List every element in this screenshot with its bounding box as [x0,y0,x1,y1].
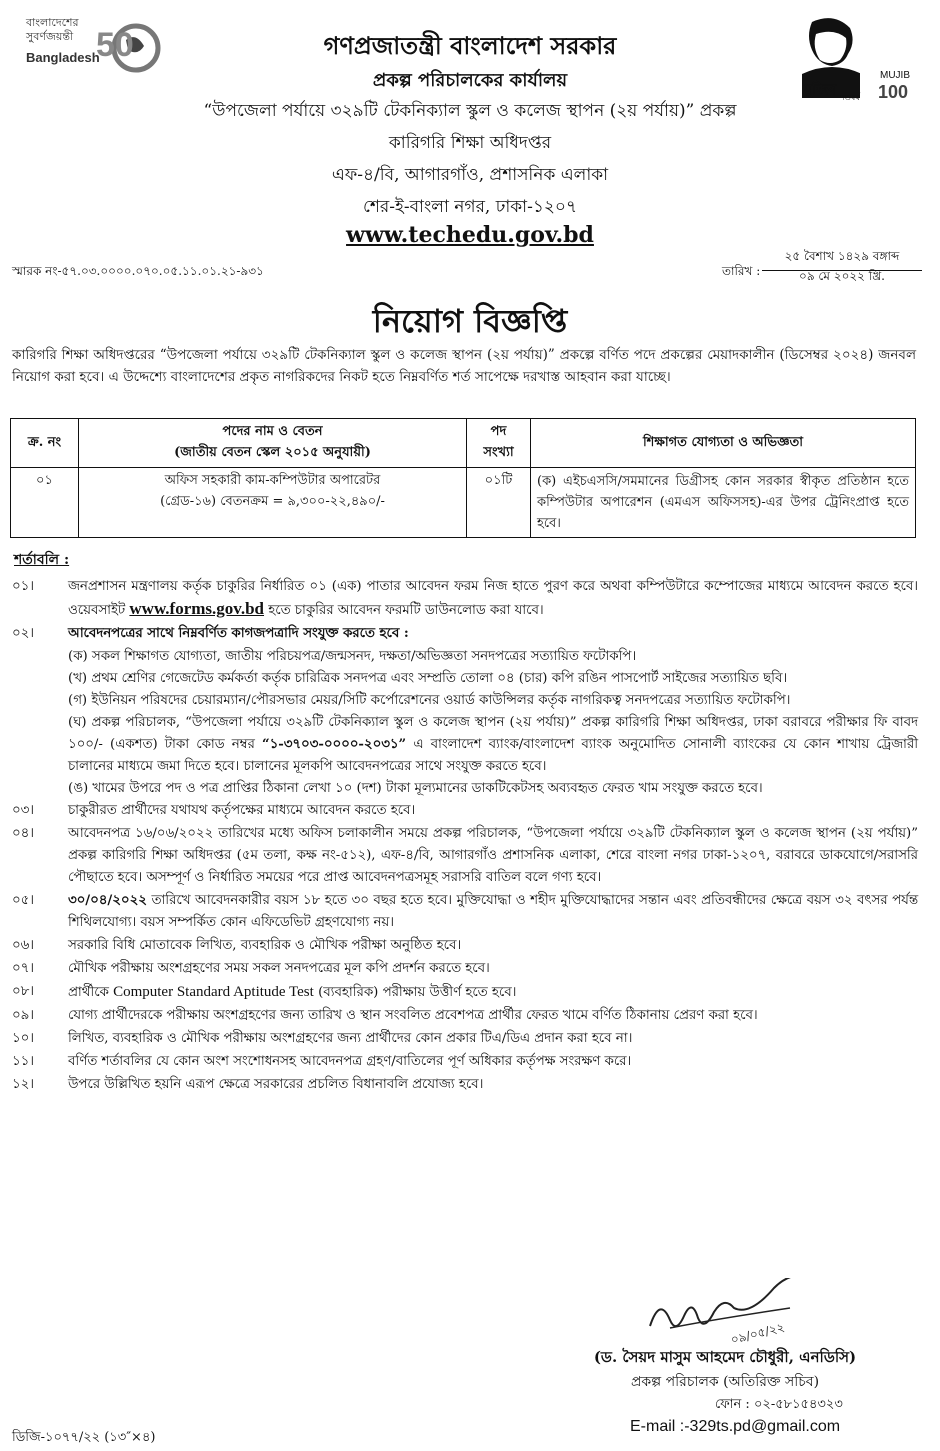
condition-item [12,935,918,957]
age-cutoff-date: ৩০/০৪/২০২২ [68,893,147,908]
address-line1: এফ-৪/বি, আগারগাঁও, প্রশাসনিক এলাকা [331,165,609,185]
signature-date: ০৯/০৫/২২ [729,1320,786,1347]
conditions-list [12,576,918,1097]
condition-text: যোগ্য প্রার্থীদেরকে পরীক্ষায় অংশগ্রহণের জন্য তারিখ ও স্থান সংবলিত প্রবেশপত্র প্রার্থীর ফেরত খামে বর্ণিত ঠিকানায় প্রেরণ করা হবে। [68,1008,758,1023]
condition-subitem-text: এ বাংলাদেশ ব্যাংক/বাংলাদেশ ব্যাংক অনুমোদিত সোনালী ব্যাংকের যে কোন শাখায় ট্রেজারী চালানের মাধ্যমে জমা দিতে হবে। চালানের মূলকপি আবেদনপত্রের সাথে সংযুক্ত করতে হবে। [68,737,919,774]
website-link[interactable]: www.techedu.gov.bd [346,222,594,248]
row-qualification: (ক) এইচএসসি/সমমানের ডিগ্রীসহ কোন সরকার স্বীকৃত প্রতিষ্ঠান হতে কম্পিউটার অপারেশন (এমএস অফিসসহ)-এর উপর ট্রেনিংপ্রাপ্ত হতে হবে। [531,468,916,538]
condition-subitem: (গ) ইউনিয়ন পরিষদের চেয়ারম্যান/পৌরসভার মেয়র/সিটি কর্পোরেশনের ওয়ার্ড কাউন্সিলর কর্তৃক নাগরিকত্ব সনদপত্রের সত্যায়িত ফটোকপি। [68,693,791,708]
notice-title: নিয়োগ বিজ্ঞপ্তি [372,302,568,340]
condition-text: জনপ্রশাসন মন্ত্রণালয় কর্তৃক চাকুরির নির্ধারিত ০১ (এক) পাতার আবেদন ফরম নিজ হাতে পুরণ করে অথবা কম্পিউটারে কম্পোজের মাধ্যমে আবেদন করতে হবে। ওয়েবসাইট [68,579,918,618]
row-serial: ০১ [11,468,79,538]
government-title: গণপ্রজাতন্ত্রী বাংলাদেশ সরকার [323,31,617,60]
mujib-logo-text: মুজিব [804,82,837,98]
condition-item [12,623,918,645]
condition-text: সরকারি বিধি মোতাবেক লিখিত, ব্যবহারিক ও মৌখিক পরীক্ষা অনুষ্ঠিত হবে। [68,938,462,953]
logo-text-line1: বাংলাদেশের [26,16,79,29]
project-title: “উপজেলা পর্যায়ে ৩২৯টি টেকনিক্যাল স্কুল ও কলেজ স্থাপন (২য় পর্যায়)” প্রকল্প [203,101,737,121]
condition-number: ০৪। [12,826,35,841]
condition-number: ০৭। [12,961,35,976]
row-post-line2: (গ্রেড-১৬) বেতনক্রম = ৯,৩০০-২২,৪৯০/- [160,494,385,509]
condition-text: হতে চাকুরির আবেদন ফরমটি ডাউনলোড করা যাবে। [268,603,544,618]
condition-item [12,1028,918,1050]
condition-number: ০৬। [12,938,35,953]
header-post-line1: পদের নাম ও বেতন [222,424,323,439]
signatory-name: (ড. সৈয়দ মাসুম আহমেদ চৌধুরী, এনডিসি) [593,1348,857,1366]
table-header-row [11,419,916,468]
intro-paragraph: কারিগরি শিক্ষা অধিদপ্তরের “উপজেলা পর্যায়ে ৩২৯টি টেকনিক্যাল স্কুল ও কলেজ স্থাপন (২য় পর্যায়)” প্রকল্পে বর্ণিত পদে প্রকল্পের মেয়াদকালীন (ডিসেম্বর ২০২৪) জনবল নিয়োগ করা হবে। এ উদ্দেশ্যে বাংলাদেশের প্রকৃত নাগরিকদের নিকট হতে নিম্নবর্ণিত শর্ত সাপেক্ষে দরখাস্ত আহবান করা যাচ্ছে। [12,347,916,385]
directorate-name: কারিগরি শিক্ষা অধিদপ্তর [388,133,552,153]
signatory-phone: ফোন : ০২-৫৮১৫৪৩২৩ [715,1397,843,1412]
signatory-designation: প্রকল্প পরিচালক (অতিরিক্ত সচিব) [630,1374,820,1390]
header-count-line2: সংখ্যা [483,445,514,460]
post-table [10,418,916,538]
condition-subitem-text: (ঘ) প্রকল্প পরিচালক, “উপজেলা পর্যায়ে ৩২৯টি টেকনিক্যাল স্কুল ও কলেজ স্থাপন (২য় পর্যায়)” প্রকল্প কারিগরি শিক্ষা অধিদপ্তর, ঢাকা বরাবরে পরীক্ষার ফি বাবদ ১০০/- (একশত) টাকা কোড নম্বর [68,715,918,752]
condition-number: ১০। [12,1031,35,1046]
header-post [79,419,467,468]
condition-text: উপরে উল্লিখিত হয়নি এরূপ ক্ষেত্রে সরকারের প্রচলিত বিধানাবলি প্রযোজ্য হবে। [68,1077,484,1092]
condition-text: মৌখিক পরীক্ষায় অংশগ্রহণের সময় সকল সনদপত্রের মূল কপি প্রদর্শন করতে হবে। [68,961,490,976]
date-bangla: ২৫ বৈশাখ ১৪২৯ বঙ্গাব্দ [762,248,922,271]
date-english: ০৯ মে ২০২২ খ্রি. [799,269,885,283]
treasury-code: “১-৩৭০৩-০০০০-২০৩১” [261,737,407,752]
header-qualification: শিক্ষাগত যোগ্যতা ও অভিজ্ঞতা [531,419,916,468]
condition-text: আবেদনপত্র ১৬/০৬/২০২২ তারিখের মধ্যে অফিস চলাকালীন সময়ে প্রকল্প পরিচালক, “উপজেলা পর্যায়ে ৩২৯টি টেকনিক্যাল স্কুল ও কলেজ স্থাপন (২য় পর্যায়)” প্রকল্প কারিগরি শিক্ষা অধিদপ্তর (৫ম তলা, কক্ষ নং-৫১২), এফ-৪/বি, আগারগাঁও প্রশাসনিক এলাকা, শেরে বাংলা নগর ঢাকা-১২০৭, বরাবরে ডাকযোগে/সরাসরি পৌছাতে হবে। অসম্পূর্ণ ও নির্ধারিত সময়ের পরে প্রাপ্ত আবেদনপত্রসমূহ সরাসরি বাতিল বলে গণ্য হবে। [68,826,918,885]
condition-text: প্রার্থীকে [68,985,109,1000]
condition-item [12,800,918,822]
row-post-line1: অফিস সহকারী কাম-কম্পিউটার অপারেটর [164,473,381,488]
condition-item [12,1051,918,1073]
mujib-logo-sub: শতবর্ষ [840,93,860,102]
forms-link[interactable]: www.forms.gov.bd [129,599,265,618]
condition-item [12,981,918,1004]
condition-item [12,958,918,980]
header-count [467,419,531,468]
logo-text-line2: সুবর্ণজয়ন্তী [26,30,74,43]
condition-item [12,1074,918,1096]
dfp-code: ডিজি-১০৭৭/২২ (১৩″×৪) [12,1430,156,1445]
condition-text: লিখিত, ব্যবহারিক ও মৌখিক পরীক্ষায় অংশগ্রহণের জন্য প্রার্থীদের কোন প্রকার টিএ/ডিএ প্রদান করা হবে না। [68,1031,633,1046]
condition-subitem: (ক) সকল শিক্ষাগত যোগ্যতা, জাতীয় পরিচয়পত্র/জন্মসনদ, দক্ষতা/অভিজ্ঞতা সনদপত্রের সত্যায়িত ফটোকপি। [68,649,637,664]
table-row [11,468,916,538]
condition-text: তারিখে আবেদনকারীর বয়স ১৮ হতে ৩০ বছর হতে হবে। মুক্তিযোদ্ধা ও শহীদ মুক্তিযোদ্ধাদের সন্তান এবং প্রতিবন্ধীদের ক্ষেত্রে বয়স ৩২ বৎসর পর্যন্ত শিথিলযোগ্য। বয়স সম্পর্কিত কোন এফিডেভিট গ্রহণযোগ্য নয়। [68,893,918,930]
conditions-title: শর্তাবলি : [14,552,70,568]
condition-number: ১২। [12,1077,35,1092]
condition-number: ০৮। [12,984,35,999]
mujib-logo-num: 100 [878,82,909,102]
condition-number: ১১। [12,1054,35,1069]
header-count-line1: পদ [490,424,507,439]
condition-number: ০২। [12,626,35,641]
condition-text: চাকুরীরত প্রার্থীদের যথাযথ কর্তৃপক্ষের মাধ্যমে আবেদন করতে হবে। [68,803,416,818]
condition-item [12,1005,918,1027]
office-title: প্রকল্প পরিচালকের কার্যালয় [372,70,568,91]
condition-subitem [12,712,918,778]
condition-number: ০৫। [12,893,35,908]
address-line2: শের-ই-বাংলা নগর, ঢাকা-১২০৭ [362,197,578,217]
memo-number: স্মারক নং-৫৭.০৩.০০০০.০৭০.০৫.১১.০১.২১-৯৩১ [12,264,264,278]
condition-subitem: (ঙ) খামের উপরে পদ ও পত্র প্রাপ্তির ঠিকানা লেখা ১০ (দশ) টাকা মূল্যমানের ডাকটিকেটসহ অব্যবহৃত ফেরত খাম সংযুক্ত করতে হবে। [68,781,763,796]
date-label: তারিখ : [722,264,761,278]
condition-item [12,576,918,622]
row-count: ০১টি [467,468,531,538]
condition-item [12,890,918,934]
mujib-logo-en: MUJIB [880,70,910,81]
row-post [79,468,467,538]
condition-text: (ব্যবহারিক) পরীক্ষায় উত্তীর্ণ হতে হবে। [318,985,517,1000]
signatory-email[interactable]: E-mail :-329ts.pd@gmail.com [630,1418,841,1435]
logo-text-country: Bangladesh [26,50,100,65]
aptitude-test-name: Computer Standard Aptitude Test [113,984,314,1000]
logo-number: 50 [96,26,134,64]
condition-item [12,823,918,889]
condition-text: বর্ণিত শর্তাবলির যে কোন অংশ সংশোধনসহ আবেদনপত্র গ্রহণ/বাতিলের পূর্ণ অধিকার কর্তৃপক্ষ সংরক্ষণ করে। [68,1054,632,1069]
condition-text: আবেদনপত্রের সাথে নিম্নবর্ণিত কাগজপত্রাদি সংযুক্ত করতে হবে : [68,626,409,641]
condition-number: ০৩। [12,803,35,818]
condition-number: ০১। [12,579,35,594]
condition-subitem: (খ) প্রথম শ্রেণির গেজেটেড কর্মকর্তা কর্তৃক চারিত্রিক সনদপত্র এবং সম্প্রতি তোলা ০৪ (চার) কপি রঙিন পাসপোর্ট সাইজের সত্যায়িত ছবি। [68,671,788,686]
header-serial: ক্র. নং [11,419,79,468]
condition-number: ০৯। [12,1008,35,1023]
header-post-line2: (জাতীয় বেতন স্কেল ২০১৫ অনুযায়ী) [174,445,371,460]
